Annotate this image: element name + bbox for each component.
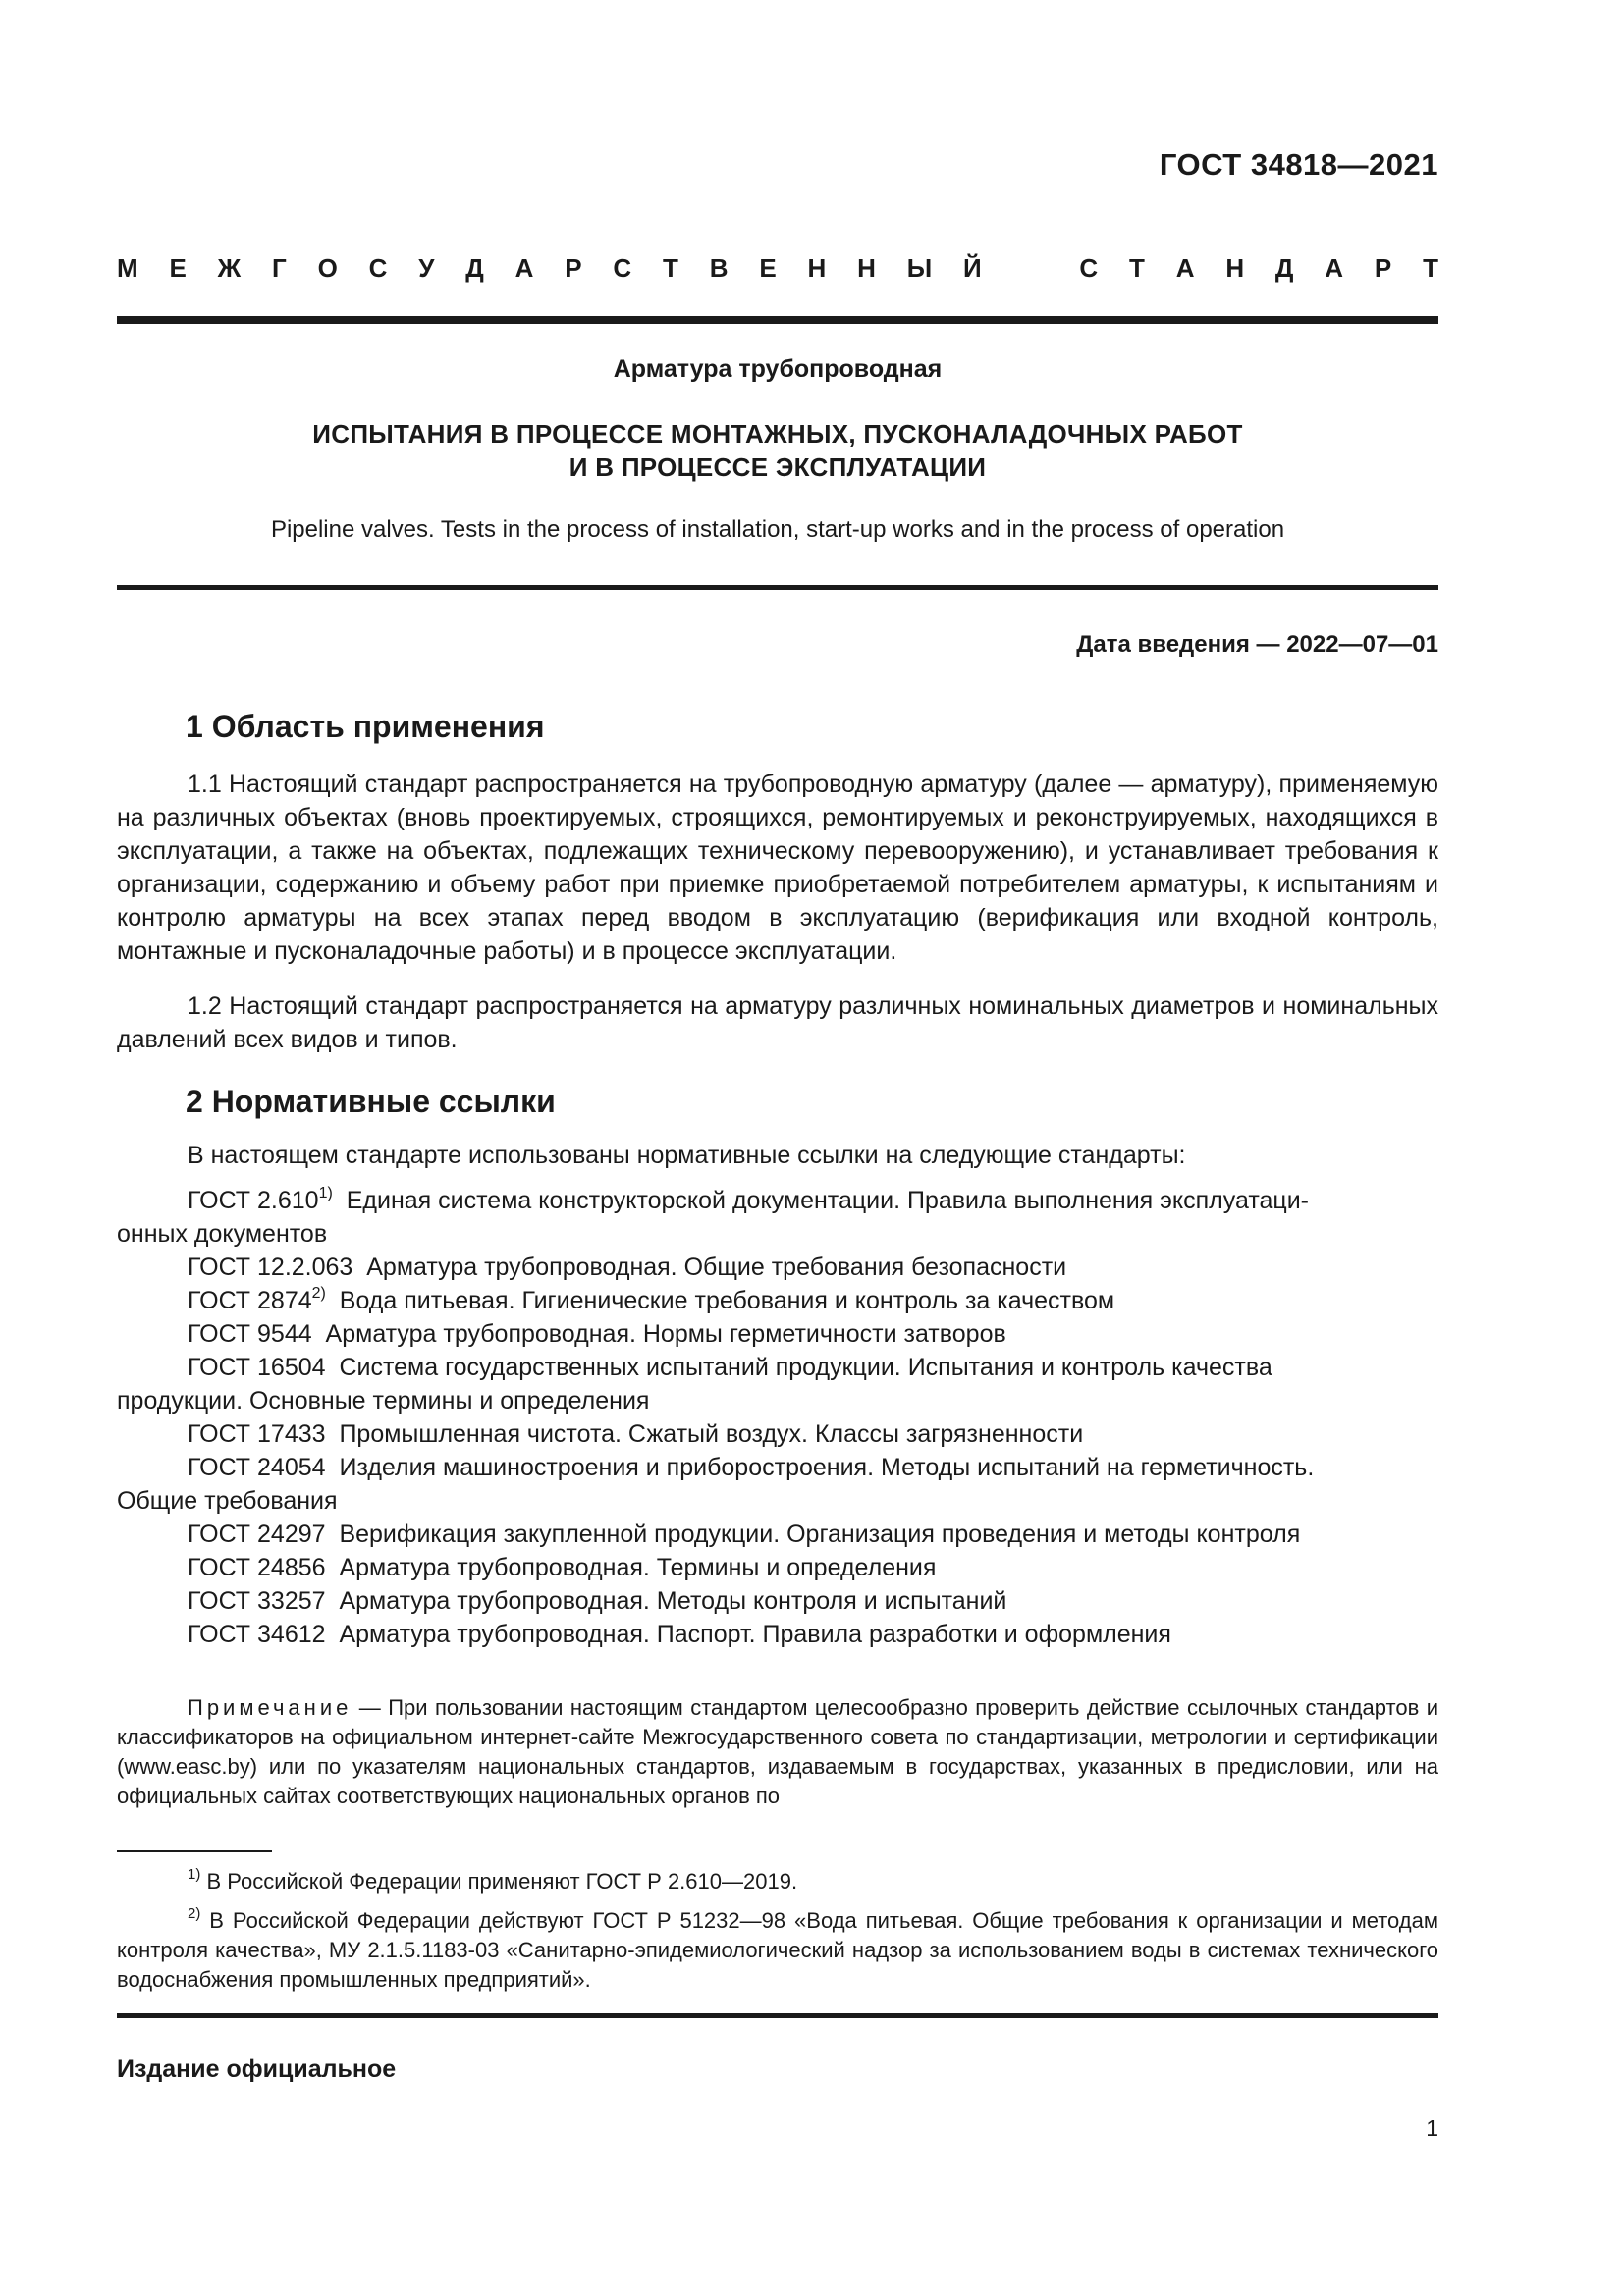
reference-code: ГОСТ 33257 <box>188 1587 326 1615</box>
category-letter: Д <box>1274 253 1294 283</box>
category-letter: А <box>1175 253 1195 283</box>
reference-item <box>117 1317 1438 1351</box>
footnote-1 <box>117 1867 1438 1896</box>
paragraph-1-2: 1.2 Настоящий стандарт распространяется на арматуру различных номинальных диаметров и номинальных давлений всех видов и типов. <box>117 992 1438 1053</box>
category-letter: М <box>117 253 138 283</box>
title-prefix: Арматура трубопроводная <box>613 355 943 383</box>
english-title: Pipeline valves. Tests in the process of installation, start-up works and in the process of operation <box>270 516 1285 543</box>
reference-title: Промышленная чистота. Сжатый воздух. Классы загрязненности <box>339 1420 1084 1448</box>
category-letter: Г <box>272 253 287 283</box>
reference-item <box>117 1618 1438 1651</box>
reference-continuation: Общие требования <box>117 1487 338 1515</box>
reference-title: Арматура трубопроводная. Термины и определения <box>339 1554 937 1581</box>
reference-code: ГОСТ 17433 <box>188 1420 326 1448</box>
reference-title: Арматура трубопроводная. Нормы герметичности затворов <box>325 1320 1006 1348</box>
reference-code: ГОСТ 9544 <box>188 1320 312 1348</box>
category-letter: А <box>514 253 534 283</box>
reference-title: Арматура трубопроводная. Методы контроля и испытаний <box>339 1587 1007 1615</box>
title-rule <box>117 585 1438 590</box>
category-letter: Н <box>857 253 876 283</box>
category-letter: Е <box>169 253 187 283</box>
category-letter: Ж <box>217 253 242 283</box>
reference-code: ГОСТ 2.610 <box>188 1187 319 1214</box>
note-text: — При пользовании настоящим стандартом целесообразно проверить действие ссылочных стандартов и классификаторов на официальном интернет-сайте Межгосударственного совета по стандартизации, метрологии и сертификации (www.easc.by) или по указателям национальных стандартов, издаваемым в государствах, указанных в предисловии, или на официальных сайтах соответствующих национальных органов по <box>117 1695 1438 1808</box>
reference-item <box>117 1518 1438 1551</box>
category-word-gap <box>1013 251 1049 285</box>
category-letter: У <box>418 253 435 283</box>
reference-item <box>117 1451 1438 1484</box>
category-letter: С <box>1079 253 1099 283</box>
footnote-separator <box>117 1850 272 1852</box>
category-letter: Т <box>663 253 678 283</box>
paragraph-1-1: 1.1 Настоящий стандарт распространяется на трубопроводную арматуру (далее — арматуру), применяемую на различных объектах (вновь проектируемых, строящихся, ремонтируемых и реконструируемых, находящихся в эксплуатации, а также на объектах, подлежащих техническому перевооружению), и устанавливает требования к организации, содержанию и объему работ при приемке приобретаемой потребителем арматуры, к испытаниям и контролю арматуры на всех этапах перед вводом в эксплуатацию (верификация или входной контроль, монтажные и пусконаладочные работы) и в процессе эксплуатации. <box>117 771 1438 965</box>
note <box>117 1693 1438 1811</box>
standard-category <box>117 251 1438 285</box>
category-letter: Н <box>1225 253 1245 283</box>
reference-title: Вода питьевая. Гигиенические требования и контроль за качеством <box>339 1287 1115 1314</box>
reference-item <box>117 1551 1438 1584</box>
edition-label: Издание официальное <box>117 2056 397 2083</box>
reference-item <box>117 1584 1438 1618</box>
note-label: Примечание <box>188 1695 352 1720</box>
references-list <box>117 1184 1438 1651</box>
category-letter: Р <box>1374 253 1392 283</box>
category-letter: Т <box>1128 253 1145 283</box>
category-letter: В <box>709 253 729 283</box>
category-letter: О <box>317 253 338 283</box>
category-letter: А <box>1325 253 1344 283</box>
section-2-heading: 2 Нормативные ссылки <box>186 1084 556 1119</box>
footnote-1-marker: 1) <box>188 1865 201 1883</box>
title-line-1: ИСПЫТАНИЯ В ПРОЦЕССЕ МОНТАЖНЫХ, ПУСКОНАЛАДОЧНЫХ РАБОТ <box>312 419 1243 449</box>
reference-title: Единая система конструкторской документации. Правила выполнения эксплуатаци- <box>346 1187 1310 1214</box>
category-letter: Д <box>465 253 484 283</box>
reference-title: Система государственных испытаний продукции. Испытания и контроль качества <box>339 1354 1272 1381</box>
title-line-2: И В ПРОЦЕССЕ ЭКСПЛУАТАЦИИ <box>568 453 987 482</box>
footer-rule <box>117 2013 1438 2018</box>
reference-code: ГОСТ 24297 <box>188 1521 326 1548</box>
reference-continuation: онных документов <box>117 1220 328 1248</box>
reference-item <box>117 1351 1438 1384</box>
category-letter: Й <box>963 253 982 283</box>
reference-item <box>117 1417 1438 1451</box>
reference-item <box>117 1284 1438 1317</box>
category-letter: С <box>368 253 388 283</box>
category-letter: Ы <box>906 253 933 283</box>
footnote-2 <box>117 1906 1438 1995</box>
reference-title: Изделия машиностроения и приборостроения. Методы испытаний на герметичность. <box>339 1454 1315 1481</box>
reference-code: ГОСТ 16504 <box>188 1354 326 1381</box>
reference-code: ГОСТ 34612 <box>188 1621 326 1648</box>
date-of-introduction: Дата введения — 2022—07—01 <box>1076 631 1438 658</box>
references-intro: В настоящем стандарте использованы нормативные ссылки на следующие стандарты: <box>188 1142 1186 1169</box>
category-letter: Е <box>759 253 777 283</box>
header-rule <box>117 316 1438 324</box>
reference-title: Арматура трубопроводная. Общие требования безопасности <box>366 1254 1067 1281</box>
reference-code: ГОСТ 12.2.063 <box>188 1254 353 1281</box>
standard-code: ГОСТ 34818—2021 <box>1159 147 1438 182</box>
reference-footnote-marker: 2) <box>311 1284 326 1302</box>
category-letter: Н <box>807 253 827 283</box>
reference-code: ГОСТ 24054 <box>188 1454 326 1481</box>
footnote-1-text: В Российской Федерации применяют ГОСТ Р 2.610—2019. <box>206 1869 798 1894</box>
footnote-2-marker: 2) <box>188 1904 201 1922</box>
reference-code: ГОСТ 24856 <box>188 1554 326 1581</box>
footnote-2-text: В Российской Федерации действуют ГОСТ Р 51232—98 «Вода питьевая. Общие требования к организации и методам контроля качества», МУ 2.1.5.1183-03 «Санитарно-эпидемиологический надзор за использованием воды в системах технического водоснабжения промышленных предприятий». <box>117 1908 1438 1992</box>
reference-footnote-marker: 1) <box>318 1184 333 1201</box>
category-letter: Т <box>1423 253 1438 283</box>
reference-item <box>117 1184 1438 1217</box>
category-letter: С <box>613 253 632 283</box>
reference-title: Арматура трубопроводная. Паспорт. Правила разработки и оформления <box>339 1621 1171 1648</box>
reference-item <box>117 1251 1438 1284</box>
reference-title: Верификация закупленной продукции. Организация проведения и методы контроля <box>339 1521 1301 1548</box>
category-letter: Р <box>565 253 582 283</box>
page-number: 1 <box>1426 2115 1438 2141</box>
reference-code: ГОСТ 2874 <box>188 1287 312 1314</box>
reference-continuation: продукции. Основные термины и определения <box>117 1387 650 1415</box>
section-1-heading: 1 Область применения <box>186 709 545 744</box>
